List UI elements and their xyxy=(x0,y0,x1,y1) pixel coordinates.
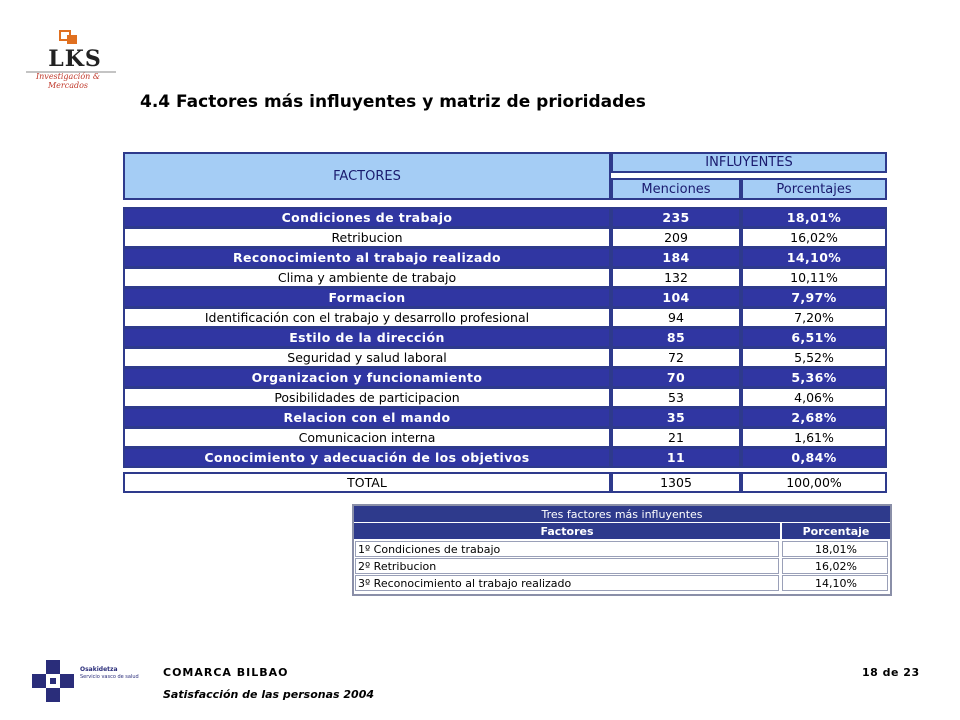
top-factor-cell: 3º Reconocimiento al trabajo realizado xyxy=(355,575,779,591)
footer-subtitle: Satisfacción de las personas 2004 xyxy=(163,688,375,701)
factor-cell: Relacion con el mando xyxy=(123,407,611,428)
footer-org: COMARCA BILBAO xyxy=(163,666,289,679)
menciones-cell: 53 xyxy=(611,387,741,408)
lks-logo-tagline: Investigación & Mercados xyxy=(35,72,100,90)
menciones-cell: 11 xyxy=(611,447,741,468)
porcentaje-cell: 10,11% xyxy=(741,267,887,288)
header-factores: FACTORES xyxy=(123,152,611,200)
header-porcentajes: Porcentajes xyxy=(741,178,887,200)
osakidetza-cross-icon xyxy=(30,658,76,704)
top-factor-cell: 1º Condiciones de trabajo xyxy=(355,541,779,557)
factor-cell: Condiciones de trabajo xyxy=(123,207,611,228)
total-porcentaje: 100,00% xyxy=(741,472,887,493)
factor-cell: Estilo de la dirección xyxy=(123,327,611,348)
total-label: TOTAL xyxy=(123,472,611,493)
menciones-cell: 35 xyxy=(611,407,741,428)
factor-cell: Conocimiento y adecuación de los objetivos xyxy=(123,447,611,468)
header-influyentes: INFLUYENTES xyxy=(611,152,887,173)
menciones-cell: 104 xyxy=(611,287,741,308)
porcentaje-cell: 18,01% xyxy=(741,207,887,228)
porcentaje-cell: 2,68% xyxy=(741,407,887,428)
top-porcentaje-cell: 16,02% xyxy=(782,558,888,574)
page-title: 4.4 Factores más influyentes y matriz de prioridades xyxy=(140,92,646,112)
menciones-cell: 184 xyxy=(611,247,741,268)
osakidetza-sub: Servicio vasco de salud xyxy=(80,674,139,680)
menciones-cell: 72 xyxy=(611,347,741,368)
menciones-cell: 85 xyxy=(611,327,741,348)
factor-cell: Seguridad y salud laboral xyxy=(123,347,611,368)
porcentaje-cell: 16,02% xyxy=(741,227,887,248)
menciones-cell: 70 xyxy=(611,367,741,388)
osakidetza-name: Osakidetza xyxy=(80,666,118,673)
top-factor-cell: 2º Retribucion xyxy=(355,558,779,574)
porcentaje-cell: 14,10% xyxy=(741,247,887,268)
menciones-cell: 132 xyxy=(611,267,741,288)
menciones-cell: 21 xyxy=(611,427,741,448)
factor-cell: Retribucion xyxy=(123,227,611,248)
factor-cell: Organizacion y funcionamiento xyxy=(123,367,611,388)
lks-logo-mark-icon xyxy=(58,30,84,46)
osakidetza-logo xyxy=(30,658,140,704)
factor-cell: Clima y ambiente de trabajo xyxy=(123,267,611,288)
porcentaje-cell: 0,84% xyxy=(741,447,887,468)
factor-cell: Identificación con el trabajo y desarrollo profesional xyxy=(123,307,611,328)
porcentaje-cell: 7,97% xyxy=(741,287,887,308)
top-porcentaje-cell: 14,10% xyxy=(782,575,888,591)
porcentaje-cell: 1,61% xyxy=(741,427,887,448)
top-porcentaje-cell: 18,01% xyxy=(782,541,888,557)
top-header-factores: Factores xyxy=(354,523,780,539)
porcentaje-cell: 6,51% xyxy=(741,327,887,348)
top-factors-title: Tres factores más influyentes xyxy=(354,506,890,522)
porcentaje-cell: 5,36% xyxy=(741,367,887,388)
porcentaje-cell: 5,52% xyxy=(741,347,887,368)
lks-logo-text: LKS xyxy=(48,46,102,72)
top-factors-table xyxy=(352,504,892,596)
porcentaje-cell: 7,20% xyxy=(741,307,887,328)
factor-cell: Formacion xyxy=(123,287,611,308)
top-header-porcentaje: Porcentaje xyxy=(782,523,890,539)
factor-cell: Posibilidades de participacion xyxy=(123,387,611,408)
factor-cell: Comunicacion interna xyxy=(123,427,611,448)
total-menciones: 1305 xyxy=(611,472,741,493)
porcentaje-cell: 4,06% xyxy=(741,387,887,408)
factor-cell: Reconocimiento al trabajo realizado xyxy=(123,247,611,268)
menciones-cell: 209 xyxy=(611,227,741,248)
lks-logo xyxy=(18,28,118,88)
menciones-cell: 235 xyxy=(611,207,741,228)
menciones-cell: 94 xyxy=(611,307,741,328)
page-number: 18 de 23 xyxy=(862,666,920,679)
header-menciones: Menciones xyxy=(611,178,741,200)
